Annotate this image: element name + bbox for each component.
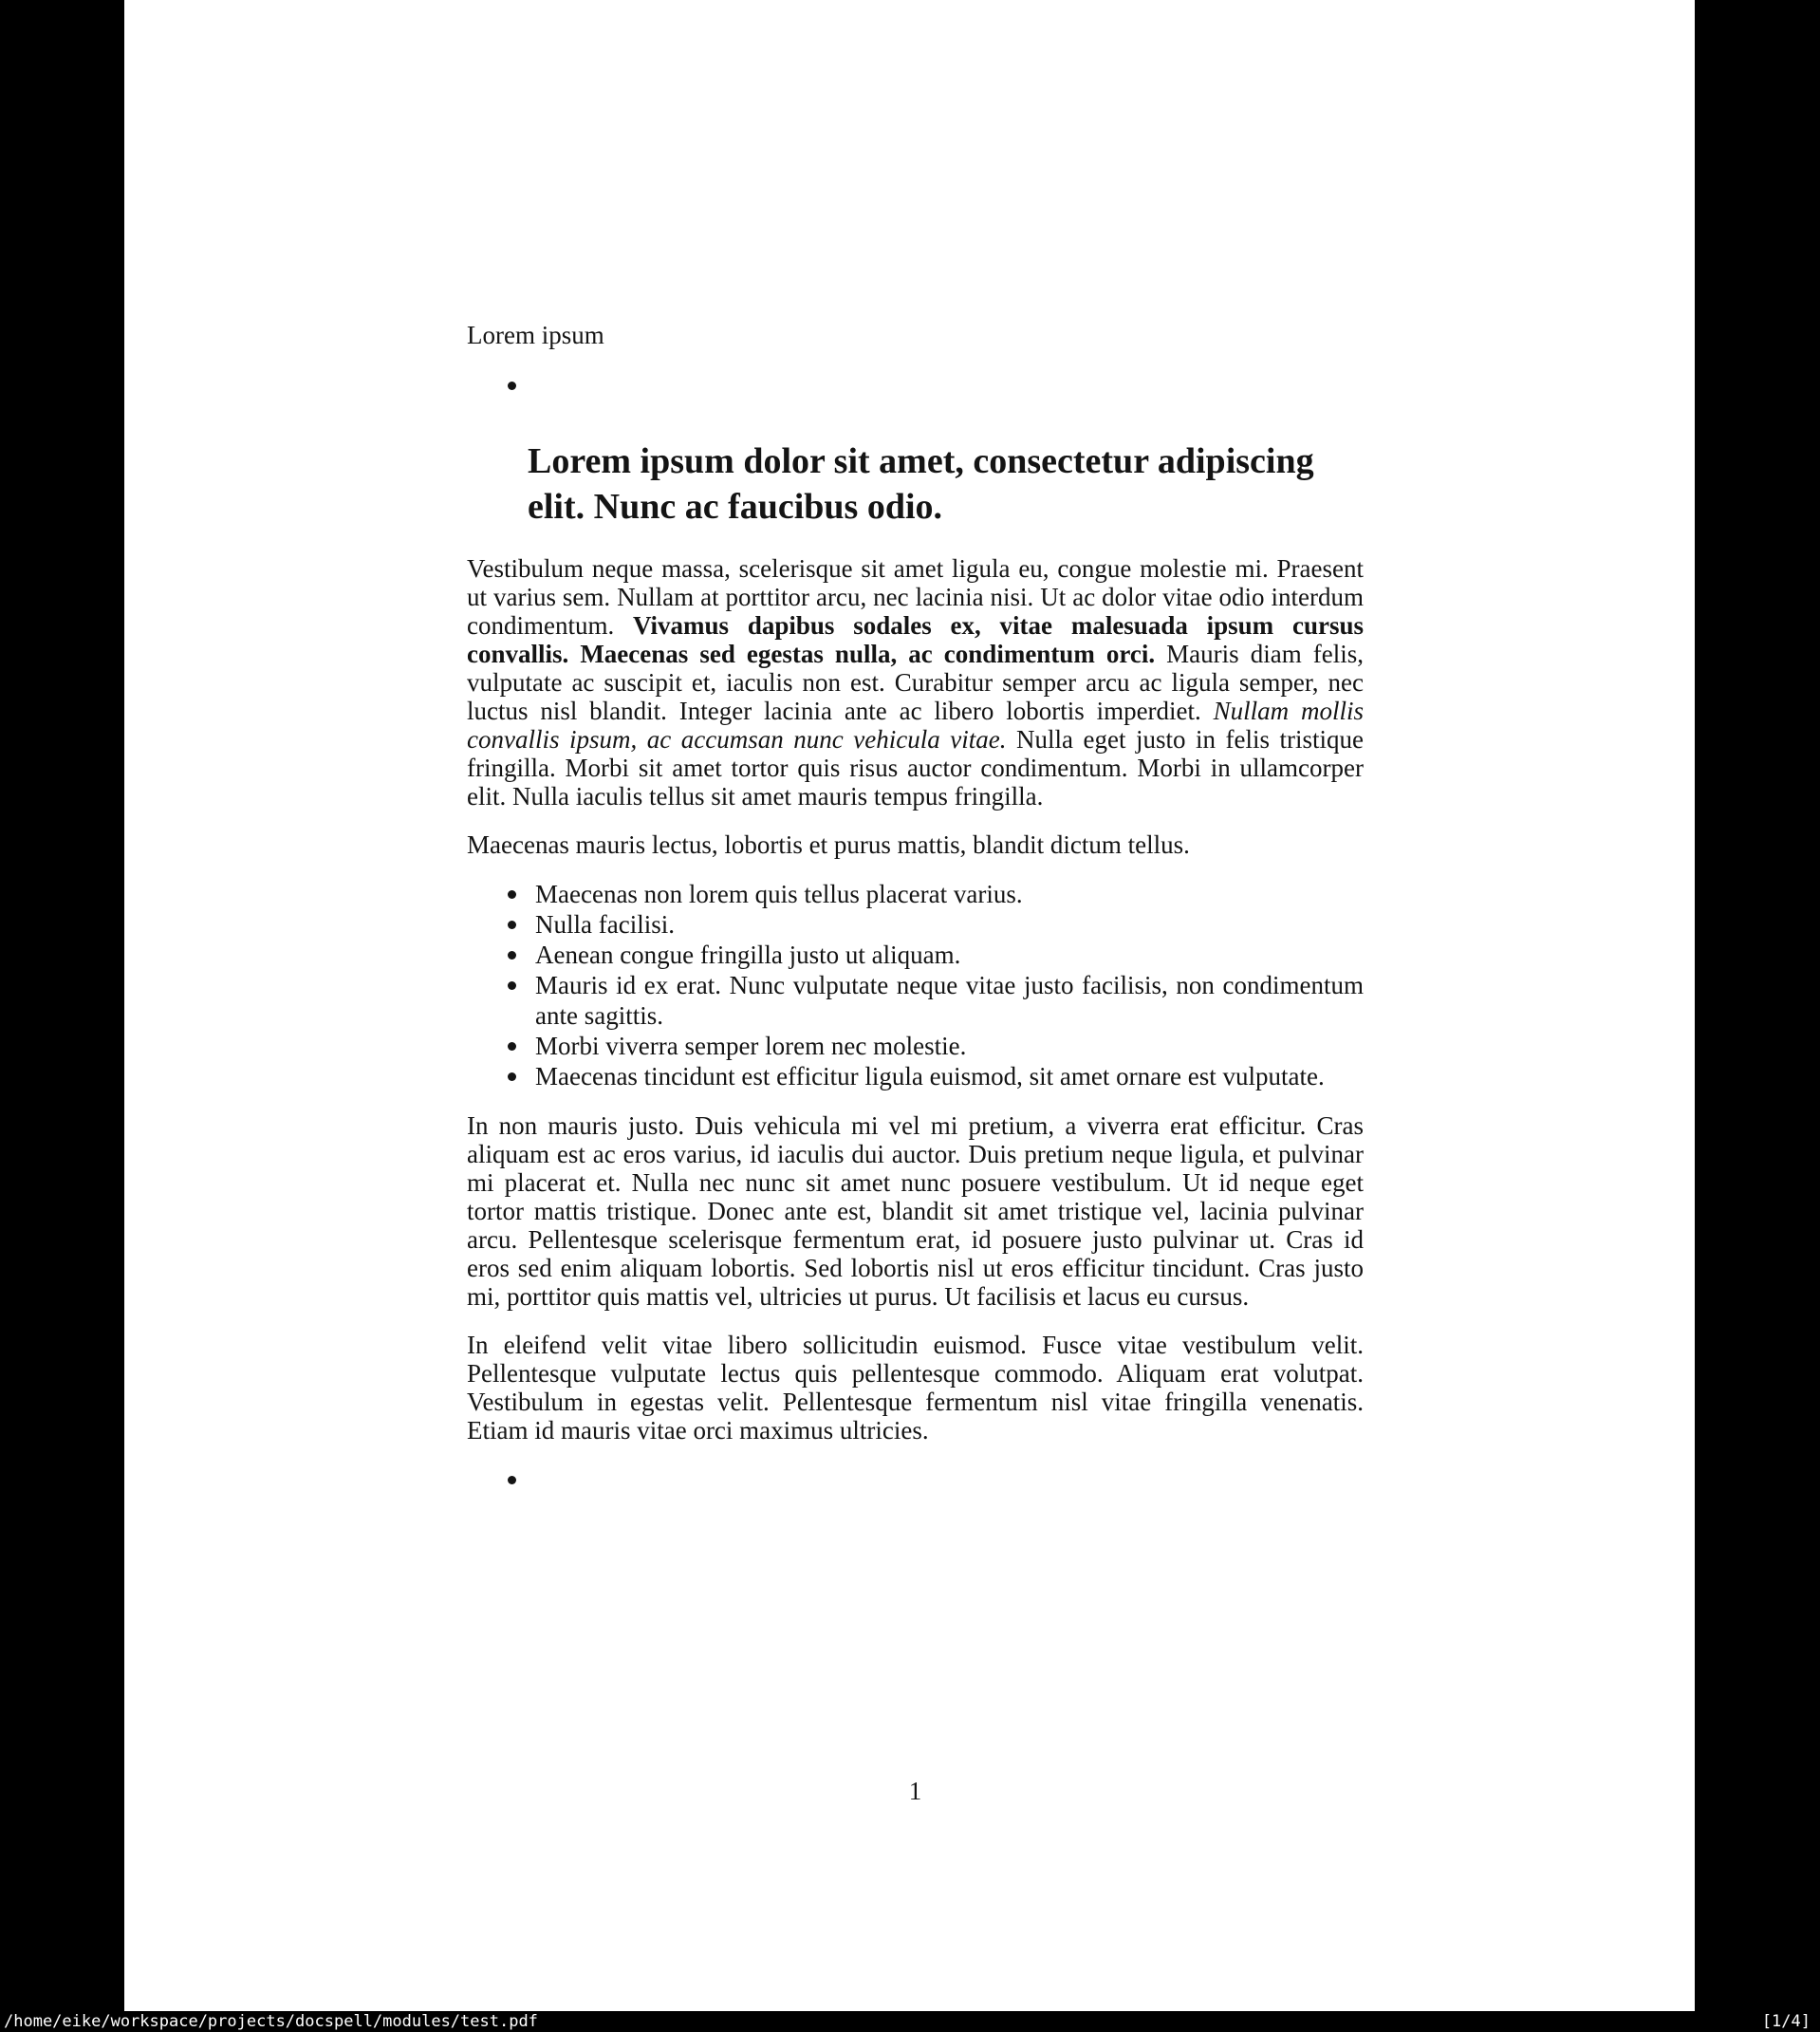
- list-item: Mauris id ex erat. Nunc vulputate neque vitae justo facilisis, non condimentum ante sagittis.: [535, 971, 1364, 1030]
- section-heading: Lorem ipsum dolor sit amet, consectetur adipiscing elit. Nunc ac faucibus odio.: [528, 441, 1314, 527]
- page-number: 1: [908, 1777, 922, 1805]
- empty-bullet-item-top: [467, 371, 1364, 401]
- bullet-list: [467, 879, 1364, 1091]
- bullet-marker: [508, 1476, 516, 1484]
- paragraph-2: Maecenas mauris lectus, lobortis et purus mattis, blandit dictum tellus.: [467, 830, 1190, 859]
- list-item: Maecenas non lorem quis tellus placerat varius.: [535, 879, 1364, 909]
- empty-bullet-item-bottom: [467, 1465, 1364, 1495]
- intro-line: Lorem ipsum: [467, 321, 604, 349]
- page-content: [467, 0, 1364, 1495]
- list-item: Maecenas tincidunt est efficitur ligula euismod, sit amet ornare est vulputate.: [535, 1061, 1364, 1091]
- file-path-label: /home/eike/workspace/projects/docspell/modules/test.pdf: [4, 2012, 538, 2031]
- bullet-marker: [508, 382, 516, 390]
- paragraph-3: In non mauris justo. Duis vehicula mi vel mi pretium, a viverra erat efficitur. Cras aliquam est ac eros varius, id iaculis dui auctor. Duis pretium neque ligula, et pulvinar mi placerat et. Nulla nec nunc sit amet nunc posuere vestibulum. Ut id neque eget tortor mattis tristique. Donec ante est, blandit sit amet tristique vel, lacinia pulvinar arcu. Pellentesque scelerisque fermentum erat, id posuere justo pulvinar ut. Cras id eros sed enim aliquam lobortis. Sed lobortis nisl ut eros efficitur tincidunt. Cras justo mi, porttitor quis mattis vel, ultricies ut purus. Ut facilisis et lacus eu cursus.: [467, 1111, 1364, 1311]
- list-item: Nulla facilisi.: [535, 909, 1364, 940]
- status-bar: [0, 2011, 1820, 2032]
- list-item: Aenean congue fringilla justo ut aliquam.: [535, 940, 1364, 970]
- list-item: Morbi viverra semper lorem nec molestie.: [535, 1031, 1364, 1061]
- paragraph-4: In eleifend velit vitae libero sollicitudin euismod. Fusce vitae vestibulum velit. Pellentesque vulputate lectus quis pellentesque commodo. Aliquam erat volutpat. Vestibulum in egestas velit. Pellentesque fermentum nisl vitae fringilla venenatis. Etiam id mauris vitae orci maximus ultricies.: [467, 1331, 1364, 1445]
- page-indicator: [1/4]: [1761, 2012, 1811, 2031]
- pdf-page[interactable]: [124, 0, 1695, 2011]
- paragraph-1: Vestibulum neque massa, scelerisque sit amet ligula eu, congue molestie mi. Praesent ut varius sem. Nullam at porttitor arcu, nec lacinia nisi. Ut ac dolor vitae odio interdum condimentum. Vivamus dapibus sodales ex, vitae malesuada ipsum cursus convallis. Maecenas sed egestas nulla, ac condimentum orci. Mauris diam felis, vulputate ac suscipit et, iaculis non est. Curabitur semper arcu ac ligula semper, nec luctus nisl blandit. Integer lacinia ante ac libero lobortis imperdiet. Nullam mollis convallis ipsum, ac accumsan nunc vehicula vitae. Nulla eget justo in felis tristique fringilla. Morbi sit amet tortor quis risus auctor condimentum. Morbi in ullamcorper elit. Nulla iaculis tellus sit amet mauris tempus fringilla.: [467, 554, 1364, 811]
